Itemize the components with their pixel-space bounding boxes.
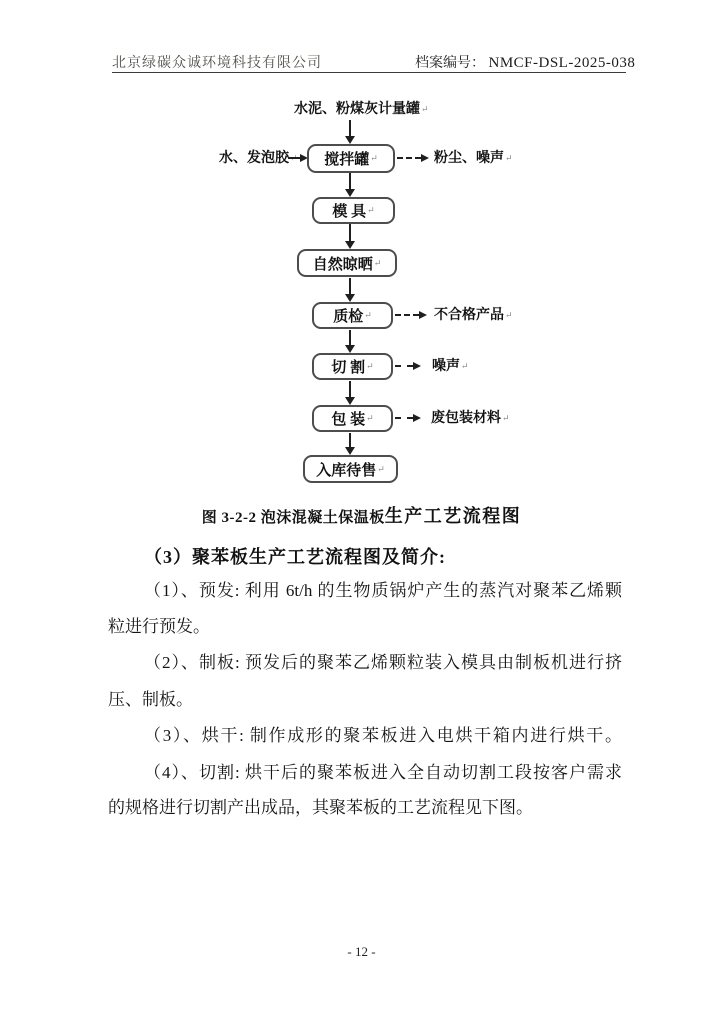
figure-caption-title: 生产工艺流程图 — [384, 506, 522, 526]
down-arrow-icon — [349, 120, 351, 136]
dashed-right-arrow-icon — [397, 157, 421, 159]
paragraph-mark: ↵ — [502, 413, 510, 423]
down-arrow-icon — [349, 173, 351, 189]
flow-box-packaging: 包 装 ↵ — [312, 405, 393, 432]
down-arrow-icon — [349, 330, 351, 345]
dashed-right-arrow-icon — [395, 365, 413, 367]
header-archive-number — [415, 52, 635, 72]
paragraph-mark: ↵ — [290, 153, 298, 163]
body-line: 压、制板。 — [108, 690, 193, 709]
figure-caption-label: 图 3-2-2 泡沫混凝土保温板 — [201, 510, 385, 526]
flow-input-label: 水、发泡胶↵ — [219, 151, 298, 166]
flow-emission-waste-packaging: 废包装材料↵ — [431, 411, 510, 426]
body-line: 的规格进行切割产出成品，其聚苯板的工艺流程见下图。 — [108, 798, 533, 817]
body-line: （4）、切割: 烘干后的聚苯板进入全自动切割工段按客户需求 — [144, 763, 622, 782]
header-rule — [112, 72, 626, 73]
flow-box-quality-inspection: 质检 ↵ — [312, 302, 393, 329]
flow-box-mold: 模 具 ↵ — [312, 197, 395, 224]
paragraph-mark: ↵ — [421, 104, 429, 114]
flow-emission-dust-noise: 粉尘、噪声↵ — [434, 151, 513, 166]
dashed-right-arrow-icon — [395, 314, 419, 316]
flow-source-label: 水泥、粉煤灰计量罐↵ — [294, 102, 429, 117]
flow-box-natural-drying: 自然晾晒 ↵ — [297, 249, 397, 277]
archive-number-value: NMCF-DSL-2025-038 — [488, 55, 636, 71]
down-arrow-icon — [349, 224, 351, 241]
paragraph-mark: ↵ — [373, 257, 382, 268]
dashed-right-arrow-icon — [395, 417, 413, 419]
paragraph-mark: ↵ — [366, 413, 374, 423]
archive-number-label: 档案编号： — [415, 56, 485, 71]
paragraph-mark: ↵ — [364, 310, 372, 320]
flow-box-mixing-tank: 搅拌罐 ↵ — [307, 144, 395, 173]
paragraph-mark: ↵ — [377, 463, 385, 474]
paragraph-mark: ↵ — [461, 361, 469, 371]
paragraph-mark: ↵ — [367, 205, 375, 215]
flow-box-warehouse: 入库待售 ↵ — [303, 455, 398, 483]
body-line: 粒进行预发。 — [108, 617, 210, 636]
paragraph-mark: ↵ — [505, 310, 513, 320]
body-line: （3）、烘干: 制作成形的聚苯板进入电烘干箱内进行烘干。 — [144, 726, 622, 745]
section-heading: （3）聚苯板生产工艺流程图及简介: — [144, 547, 446, 567]
flow-box-cutting: 切 割 ↵ — [312, 353, 393, 380]
right-arrow-icon — [288, 157, 300, 159]
flow-emission-rejects: 不合格产品↵ — [434, 308, 513, 323]
paragraph-mark: ↵ — [366, 361, 374, 371]
paragraph-mark: ↵ — [505, 153, 513, 163]
body-line: （1）、预发: 利用 6t/h 的生物质锅炉产生的蒸汽对聚苯乙烯颗 — [144, 581, 622, 600]
down-arrow-icon — [349, 381, 351, 397]
page-number: - 12 - — [347, 944, 376, 959]
header-company-name: 北京绿碳众诚环境科技有限公司 — [112, 56, 322, 71]
down-arrow-icon — [349, 278, 351, 294]
down-arrow-icon — [349, 433, 351, 447]
body-line: （2）、制板: 预发后的聚苯乙烯颗粒装入模具由制板机进行挤 — [144, 653, 622, 672]
flow-emission-noise: 噪声↵ — [432, 359, 469, 374]
paragraph-mark: ↵ — [370, 153, 378, 163]
figure-caption — [0, 502, 723, 528]
